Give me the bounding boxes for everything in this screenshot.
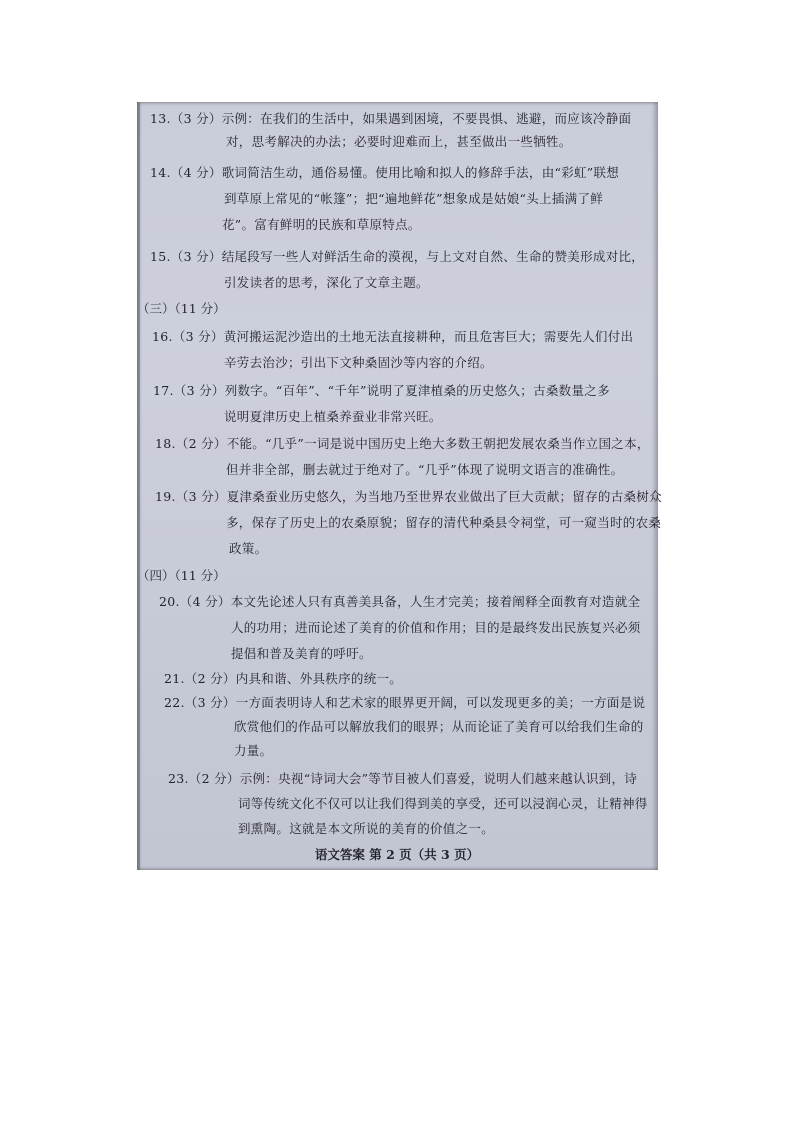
answer-19-line-1: 19.（3 分）夏津桑蚕业历史悠久，为当地乃至世界农业做出了巨大贡献；留存的古桑树众 [155,489,662,504]
answer-23-line-1: 23.（2 分）示例：央视“诗词大会”等节目被人们喜爱，说明人们越来越认识到，诗 [168,771,638,786]
answer-14-line-2: 到草原上常见的“帐篷”；把“遍地鲜花”想象成是姑娘“头上插满了鲜 [224,191,604,206]
answer-22-line-2: 欣赏他们的作品可以解放我们的眼界；从而论证了美育可以给我们生命的 [234,719,644,734]
answer-22-line-1: 22.（3 分）一方面表明诗人和艺术家的眼界更开阔，可以发现更多的美；一方面是说 [164,695,646,710]
answer-15-line-2: 引发读者的思考，深化了文章主题。 [224,275,429,290]
answer-20-line-3: 提倡和普及美育的呼吁。 [231,646,372,661]
answer-17-line-2: 说明夏津历史上植桑养蚕业非常兴旺。 [224,409,442,424]
answer-22-line-3: 力量。 [234,743,273,758]
answer-20-line-1: 20.（4 分）本文先论述人只有真善美具备，人生才完美；接着阐释全面教育对造就全 [159,594,641,609]
answer-18-line-1: 18.（2 分）不能。“几乎”一词是说中国历史上绝大多数王朝把发展农桑当作立国之本， [155,436,650,451]
answer-17-line-1: 17.（3 分）列数字。“百年”、“千年”说明了夏津植桑的历史悠久；古桑数量之多 [153,383,610,398]
answer-14-line-1: 14.（4 分）歌词简洁生动，通俗易懂。使用比喻和拟人的修辞手法，由“彩虹”联想 [150,165,620,180]
answer-21-line-1: 21.（2 分）内具和谐、外具秩序的统一。 [164,671,403,686]
answer-13-line-2: 对，思考解决的办法；必要时迎难而上，甚至做出一些牺牲。 [226,134,572,149]
answer-16-line-1: 16.（3 分）黄河搬运泥沙造出的土地无法直接耕种，而且危害巨大；需要先人们付出 [152,329,634,344]
answer-14-line-3: 花”。富有鲜明的民族和草原特点。 [222,217,421,232]
answer-19-line-3: 政策。 [229,541,268,556]
answer-16-line-2: 辛劳去治沙；引出下文种桑固沙等内容的介绍。 [224,355,493,370]
answer-13-line-1: 13.（3 分）示例：在我们的生活中，如果遇到困境，不要畏惧、逃避，而应该冷静面 [150,111,632,126]
answer-23-line-2: 词等传统文化不仅可以让我们得到美的享受，还可以浸润心灵，让精神得 [238,796,648,811]
answer-15-line-1: 15.（3 分）结尾段写一些人对鲜活生命的漠视，与上文对自然、生命的赞美形成对比， [150,249,645,264]
answer-20-line-2: 人的功用；进而论述了美育的价值和作用；目的是最终发出民族复兴必须 [231,620,641,635]
answer-23-line-3: 到熏陶。这就是本文所说的美育的价值之一。 [238,821,495,836]
answer-19-line-2: 多，保存了历史上的农桑原貌；留存的清代种桑县令祠堂，可一窥当时的农桑 [226,515,662,530]
answer-18-line-2: 但并非全部，删去就过于绝对了。“几乎”体现了说明文语言的准确性。 [226,462,624,477]
photo-edge-shadow [137,102,140,870]
section-4-heading: （四）（11 分） [137,568,226,583]
page-footer: 语文答案 第 2 页（共 3 页） [314,847,480,862]
section-3-heading: （三）（11 分） [137,301,226,316]
